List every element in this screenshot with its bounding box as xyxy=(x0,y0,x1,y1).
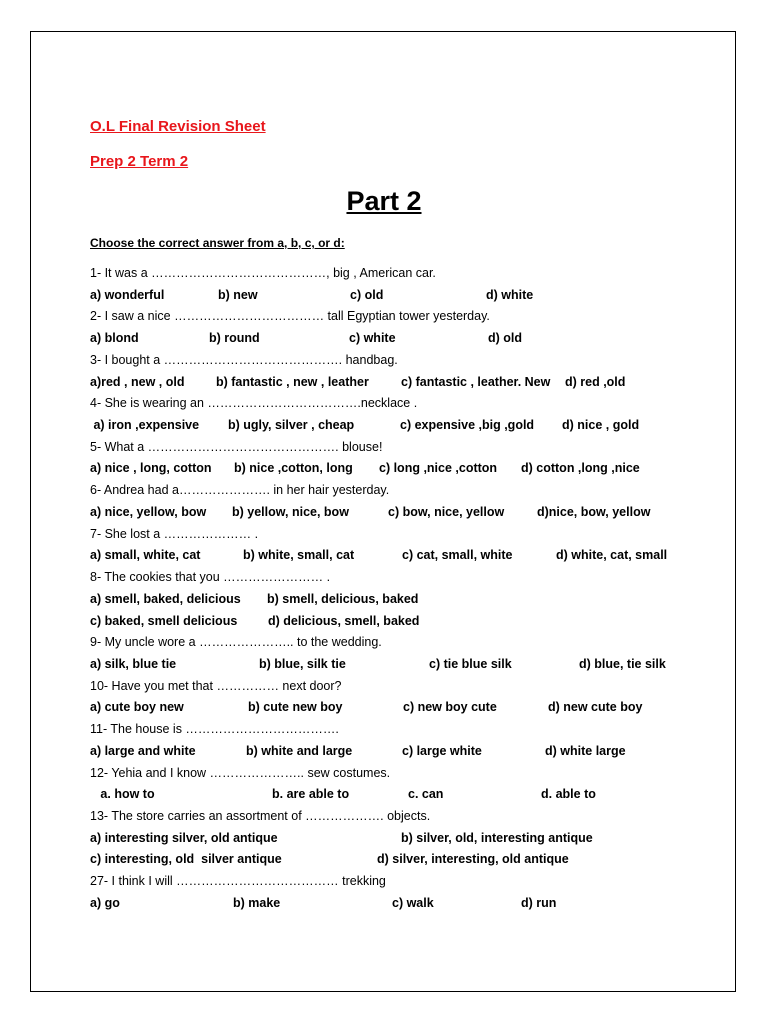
answer-option: d) delicious, smell, baked xyxy=(268,613,420,628)
answer-option: a) silk, blue tie xyxy=(90,656,177,671)
answer-option: d) white, cat, small xyxy=(556,548,668,563)
answer-options-row xyxy=(90,784,700,806)
question-item xyxy=(90,806,700,871)
answer-option: c) bow, nice, yellow xyxy=(388,504,505,519)
answer-option: c) baked, smell delicious xyxy=(90,613,238,628)
answer-options-row xyxy=(90,415,700,437)
part-title: Part 2 xyxy=(346,186,422,216)
answer-option: c) old xyxy=(350,287,384,302)
question-stem: 13- The store carries an assortment of ………………. objects. xyxy=(90,808,431,823)
question-item xyxy=(90,480,700,523)
answer-option: d) white xyxy=(486,287,534,302)
question-item xyxy=(90,871,700,914)
question-stem: 6- Andrea had a…………………. in her hair yesterday. xyxy=(90,483,390,498)
answer-option: a) iron ,expensive xyxy=(90,418,200,433)
question-item xyxy=(90,437,700,480)
question-stem: 1- It was a ……………………………………, big , American car. xyxy=(90,266,436,280)
answer-option: a) smell, baked, delicious xyxy=(90,591,241,606)
answer-option: d) silver, interesting, old antique xyxy=(377,852,569,867)
answer-option: c. can xyxy=(408,787,444,802)
answer-option: b) yellow, nice, bow xyxy=(232,504,349,519)
answer-option: a)red , new , old xyxy=(90,374,185,389)
answer-option: a) cute boy new xyxy=(90,700,184,715)
answer-option: a) large and white xyxy=(90,743,196,758)
answer-option: c) large white xyxy=(402,743,482,758)
answer-option: b) white, small, cat xyxy=(243,548,355,563)
sheet-title: O.L Final Revision Sheet xyxy=(90,118,266,135)
question-item xyxy=(90,393,700,436)
question-stem: 9- My uncle wore a ………………….. to the wedding. xyxy=(90,635,382,650)
answer-option: d) blue, tie silk xyxy=(579,656,666,671)
answer-option: d) old xyxy=(488,331,523,346)
question-item xyxy=(90,567,700,632)
answer-option: b) round xyxy=(209,331,260,346)
answer-option: a) interesting silver, old antique xyxy=(90,830,278,845)
answer-option: d) nice , gold xyxy=(562,418,640,433)
answer-options-row xyxy=(90,893,700,915)
answer-option: b) silver, old, interesting antique xyxy=(401,830,593,845)
answer-option: d) white large xyxy=(545,743,626,758)
answer-option: a) nice, yellow, bow xyxy=(90,504,207,519)
question-item xyxy=(90,306,700,349)
answer-option: a) wonderful xyxy=(90,287,165,302)
question-stem: 27- I think I will ………………………………… trekking xyxy=(90,874,386,889)
question-item xyxy=(90,763,700,806)
answer-option: d) red ,old xyxy=(565,374,626,389)
question-stem: 4- She is wearing an ……………………………….necklace . xyxy=(90,396,418,411)
answer-option: d) new cute boy xyxy=(548,700,643,715)
question-stem: 10- Have you met that …………… next door? xyxy=(90,678,342,693)
answer-option: c) cat, small, white xyxy=(402,548,513,563)
answer-options-row xyxy=(90,589,700,611)
answer-options-row xyxy=(90,545,700,567)
answer-option: b) make xyxy=(233,895,281,910)
answer-option: a. how to xyxy=(90,787,155,802)
answer-option: c) tie blue silk xyxy=(429,656,512,671)
answer-option: b. are able to xyxy=(272,787,350,802)
answer-option: c) interesting, old silver antique xyxy=(90,852,282,867)
question-item xyxy=(90,524,700,567)
answer-option: a) nice , long, cotton xyxy=(90,461,212,476)
question-item xyxy=(90,263,700,306)
answer-option: b) nice ,cotton, long xyxy=(234,461,353,476)
answer-option: c) walk xyxy=(392,895,434,910)
question-item xyxy=(90,350,700,393)
sheet-subtitle: Prep 2 Term 2 xyxy=(90,153,189,170)
answer-options-row xyxy=(90,372,700,394)
answer-options-row xyxy=(90,741,700,763)
answer-options-row xyxy=(90,654,700,676)
answer-option: b) white and large xyxy=(246,743,353,758)
answer-option: c) expensive ,big ,gold xyxy=(400,418,535,433)
answer-option: a) blond xyxy=(90,331,139,346)
question-item xyxy=(90,676,700,719)
answer-option: c) white xyxy=(349,331,396,346)
answer-options-row xyxy=(90,285,700,307)
answer-options-row xyxy=(90,697,700,719)
answer-options-row xyxy=(90,458,700,480)
question-stem: 3- I bought a ……………………………………. handbag. xyxy=(90,352,398,367)
answer-option: a) go xyxy=(90,895,120,910)
answer-options-row xyxy=(90,849,700,871)
answer-option: d. able to xyxy=(541,787,596,802)
answer-option: d)nice, bow, yellow xyxy=(537,504,651,519)
answer-options-row xyxy=(90,611,700,633)
answer-options-row xyxy=(90,828,700,850)
answer-options-row xyxy=(90,328,700,350)
question-stem: 2- I saw a nice ……………………………… tall Egyptian tower yesterday. xyxy=(90,309,490,324)
question-stem: 12- Yehia and I know ………………….. sew costumes. xyxy=(90,765,391,780)
answer-option: c) fantastic , leather. New xyxy=(401,374,551,389)
answer-option: b) fantastic , new , leather xyxy=(216,374,369,389)
question-item xyxy=(90,719,700,762)
question-item xyxy=(90,632,700,675)
instructions: Choose the correct answer from a, b, c, or d: xyxy=(90,236,345,250)
answer-option: b) ugly, silver , cheap xyxy=(228,418,355,433)
answer-option: b) blue, silk tie xyxy=(259,656,346,671)
answer-option: b) smell, delicious, baked xyxy=(267,591,419,606)
question-stem: 8- The cookies that you …………………… . xyxy=(90,570,331,585)
question-stem: 11- The house is ………………………………. xyxy=(90,722,339,737)
question-list xyxy=(90,263,700,915)
question-stem: 7- She lost a ………………… . xyxy=(90,526,259,541)
answer-option: c) new boy cute xyxy=(403,700,497,715)
answer-options-row xyxy=(90,502,700,524)
answer-option: a) small, white, cat xyxy=(90,548,201,563)
answer-option: d) cotton ,long ,nice xyxy=(521,461,640,476)
answer-option: d) run xyxy=(521,895,557,910)
answer-option: c) long ,nice ,cotton xyxy=(379,461,498,476)
answer-option: b) cute new boy xyxy=(248,700,343,715)
answer-option: b) new xyxy=(218,287,258,302)
question-stem: 5- What a ………………………………………. blouse! xyxy=(90,439,383,454)
